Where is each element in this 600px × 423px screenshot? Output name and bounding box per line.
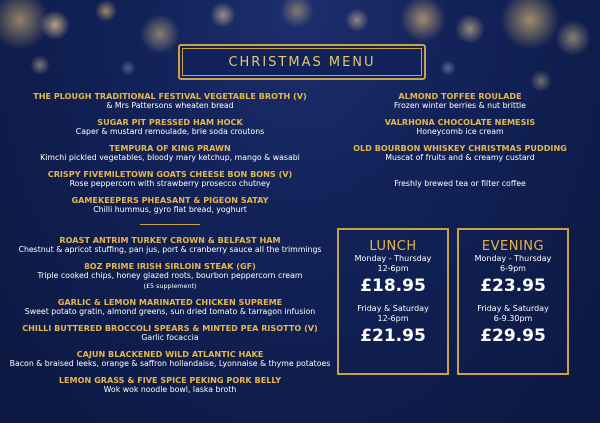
menu-title-banner bbox=[178, 44, 426, 80]
lunch-heading: LUNCH bbox=[369, 239, 417, 254]
starter-item: SUGAR PIT PRESSED HAM HOCK Caper & mustard remoulade, brie soda croutons bbox=[75, 117, 265, 136]
starter-item: CRISPY FIVEMILETOWN GOATS CHEESE BON BONS (V) Rose peppercorn with strawberry prosecco chutney bbox=[47, 169, 293, 188]
evening-price-weekday: £23.95 bbox=[480, 276, 546, 296]
lunch-price-weekend: £21.95 bbox=[360, 326, 426, 346]
dessert-item: OLD BOURBON WHISKEY CHRISTMAS PUDDING Muscat of fruits and & creamy custard bbox=[353, 143, 567, 162]
evening-price-weekend: £29.95 bbox=[480, 326, 546, 346]
dessert-item: ALMOND TOFFEE ROULADE Frozen winter berries & nut brittle bbox=[394, 91, 526, 110]
lunch-price-weekday: £18.95 bbox=[360, 276, 426, 296]
main-item: GARLIC & LEMON MARINATED CHICKEN SUPREME Sweet potato gratin, almond greens, sun dried tomato & tarragon infusion bbox=[24, 297, 316, 316]
main-item: 8OZ PRIME IRISH SIRLOIN STEAK (GF) Triple cooked chips, honey glazed roots, bourbon peppercorn cream (£5 supplement) bbox=[37, 261, 303, 290]
evening-price-box: EVENING Monday - Thursday 6-9pm £23.95 Friday & Saturday 6-9.30pm £29.95 bbox=[457, 228, 569, 375]
desserts-column bbox=[340, 91, 580, 188]
evening-heading: EVENING bbox=[481, 239, 545, 254]
main-item: LEMON GRASS & FIVE SPICE PEKING PORK BELLY Wok wok noodle bowl, laska broth bbox=[58, 375, 282, 394]
starter-item: TEMPURA OF KING PRAWN Kimchi pickled vegetables, bloody mary ketchup, mango & wasabi bbox=[40, 143, 300, 162]
dessert-item: VALRHONA CHOCOLATE NEMESIS Honeycomb ice cream bbox=[384, 117, 536, 136]
page-title: CHRISTMAS MENU bbox=[228, 54, 376, 70]
starters-and-mains-column bbox=[0, 91, 340, 401]
main-item: CAJUN BLACKENED WILD ATLANTIC HAKE Bacon & braised leeks, orange & saffron hollandaise, Lyonnaise & thyme potatoes bbox=[9, 349, 331, 368]
supplement-note: (£5 supplement) bbox=[143, 282, 197, 290]
coffee-line: Freshly brewed tea or filter coffee bbox=[394, 179, 526, 188]
starter-item: GAMEKEEPERS PHEASANT & PIGEON SATAY Chilli hummus, gyro flat bread, yoghurt bbox=[71, 195, 269, 214]
lunch-price-box: LUNCH Monday - Thursday 12-6pm £18.95 Friday & Saturday 12-6pm £21.95 bbox=[337, 228, 449, 375]
starter-item: THE PLOUGH TRADITIONAL FESTIVAL VEGETABLE BROTH (V) & Mrs Pattersons wheaten bread bbox=[33, 91, 307, 110]
main-item: ROAST ANTRIM TURKEY CROWN & BELFAST HAM Chestnut & apricot stuffing, pan jus, port & cranberry sauce all the trimmings bbox=[18, 235, 322, 254]
main-item: CHILLI BUTTERED BROCCOLI SPEARS & MINTED PEA RISOTTO (V) Garlic focaccia bbox=[22, 323, 318, 342]
section-divider bbox=[140, 224, 200, 225]
